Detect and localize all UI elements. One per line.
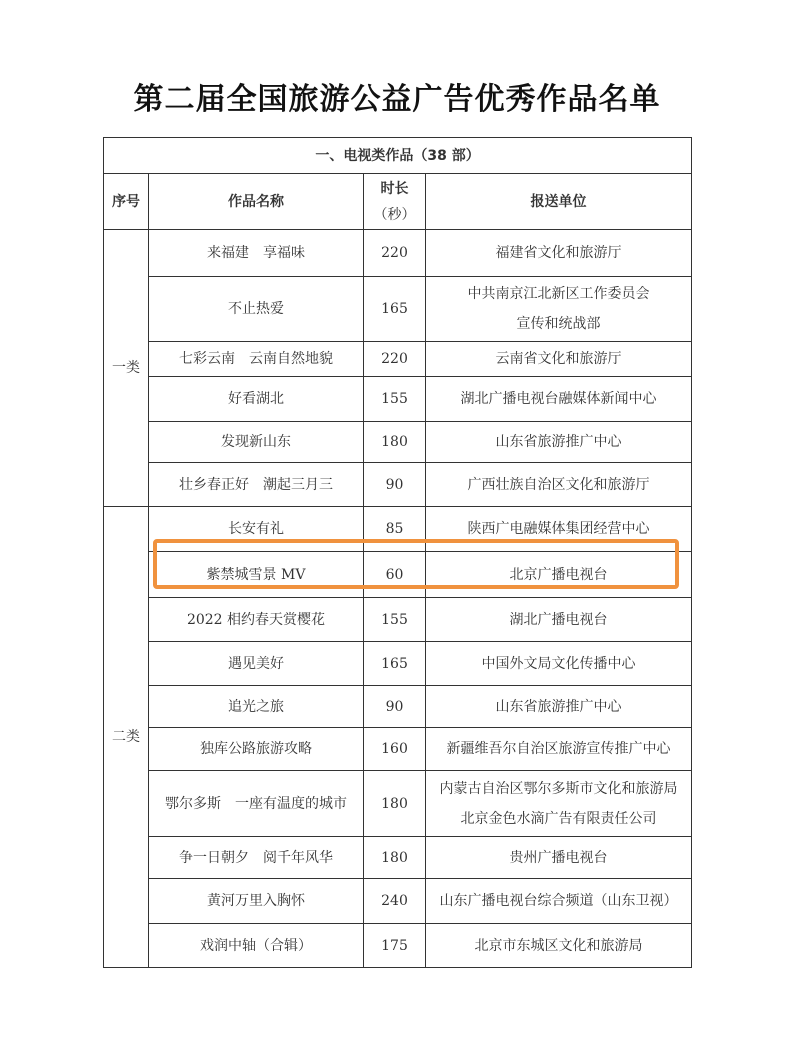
table-row (104, 507, 692, 552)
work-duration: 155 (364, 598, 426, 642)
table-row (104, 342, 692, 377)
work-unit-line: 湖北广播电视台融媒体新闻中心 (460, 391, 657, 407)
work-unit-line: 北京广播电视台 (509, 566, 608, 583)
work-unit-line: 北京金色水滴广告有限责任公司 (460, 810, 657, 827)
work-unit-line: 中国外文局文化传播中心 (481, 655, 636, 672)
work-unit-line: 新疆维吾尔自治区旅游宣传推广中心 (446, 741, 671, 757)
work-duration: 220 (364, 342, 426, 377)
header-unit: 报送单位 (426, 174, 692, 230)
work-name: 发现新山东 (149, 422, 364, 463)
group-label: 二类 (104, 507, 149, 968)
work-unit (426, 230, 692, 277)
header-duration-unit: （秒） (373, 206, 416, 223)
work-unit (426, 837, 692, 879)
work-duration: 155 (364, 377, 426, 422)
work-unit-line: 陕西广电融媒体集团经营中心 (467, 521, 650, 537)
work-duration: 180 (364, 771, 426, 837)
work-name: 好看湖北 (149, 377, 364, 422)
work-unit (426, 507, 692, 552)
works-table (103, 137, 692, 968)
work-name: 来福建 享福味 (149, 230, 364, 277)
work-name: 不止热爱 (149, 277, 364, 342)
work-duration: 180 (364, 422, 426, 463)
work-name: 戏润中轴（合辑） (149, 924, 364, 968)
work-name: 黄河万里入胸怀 (149, 879, 364, 924)
page-title: 第二届全国旅游公益广告优秀作品名单 (133, 82, 661, 117)
work-unit (426, 879, 692, 924)
header-index: 序号 (104, 174, 149, 230)
work-unit (426, 924, 692, 968)
work-name: 2022 相约春天赏樱花 (149, 598, 364, 642)
table-row (104, 552, 692, 598)
header-duration (364, 174, 426, 230)
header-name: 作品名称 (149, 174, 364, 230)
table-row (104, 924, 692, 968)
work-unit (426, 463, 692, 507)
work-name: 追光之旅 (149, 686, 364, 728)
table-row (104, 686, 692, 728)
work-unit-line: 中共南京江北新区工作委员会 (467, 286, 650, 302)
work-unit-line: 福建省文化和旅游厅 (495, 245, 622, 261)
work-duration: 90 (364, 463, 426, 507)
table-row (104, 728, 692, 771)
work-unit-line: 北京市东城区文化和旅游局 (474, 937, 643, 954)
work-unit-line: 内蒙古自治区鄂尔多斯市文化和旅游局 (439, 780, 678, 797)
table-row (104, 879, 692, 924)
work-unit-line: 贵州广播电视台 (509, 849, 608, 866)
work-name: 壮乡春正好 潮起三月三 (149, 463, 364, 507)
section-title: 一、电视类作品（38 部） (104, 138, 692, 174)
work-unit (426, 771, 692, 837)
work-unit (426, 422, 692, 463)
work-name: 独库公路旅游攻略 (149, 728, 364, 771)
section-row (104, 138, 692, 174)
table-row (104, 277, 692, 342)
work-duration: 220 (364, 230, 426, 277)
work-unit (426, 342, 692, 377)
work-unit (426, 377, 692, 422)
work-unit-line: 广西壮族自治区文化和旅游厅 (467, 476, 650, 493)
work-duration: 175 (364, 924, 426, 968)
work-unit (426, 686, 692, 728)
work-duration: 165 (364, 642, 426, 686)
work-unit-line: 山东省旅游推广中心 (495, 698, 622, 715)
work-duration: 85 (364, 507, 426, 552)
header-duration-label: 时长 (380, 180, 409, 197)
table-row (104, 837, 692, 879)
table-row (104, 771, 692, 837)
work-unit (426, 728, 692, 771)
work-unit-line: 宣传和统战部 (516, 316, 601, 332)
work-unit (426, 642, 692, 686)
table-row (104, 463, 692, 507)
work-unit (426, 277, 692, 342)
table-row (104, 598, 692, 642)
work-name: 争一日朝夕 阅千年风华 (149, 837, 364, 879)
table-row (104, 230, 692, 277)
work-unit (426, 598, 692, 642)
work-name: 紫禁城雪景 MV (149, 552, 364, 598)
work-duration: 240 (364, 879, 426, 924)
table-row (104, 642, 692, 686)
work-duration: 180 (364, 837, 426, 879)
work-name: 七彩云南 云南自然地貌 (149, 342, 364, 377)
work-name: 鄂尔多斯 一座有温度的城市 (149, 771, 364, 837)
work-name: 长安有礼 (149, 507, 364, 552)
work-unit-line: 山东省旅游推广中心 (495, 434, 622, 450)
work-name: 遇见美好 (149, 642, 364, 686)
table-row (104, 422, 692, 463)
work-duration: 165 (364, 277, 426, 342)
work-duration: 160 (364, 728, 426, 771)
work-unit-line: 云南省文化和旅游厅 (495, 351, 622, 367)
work-unit (426, 552, 692, 598)
work-duration: 60 (364, 552, 426, 598)
group-label: 一类 (104, 230, 149, 507)
work-unit-line: 湖北广播电视台 (509, 611, 608, 628)
header-row (104, 174, 692, 230)
work-duration: 90 (364, 686, 426, 728)
work-unit-line: 山东广播电视台综合频道（山东卫视） (439, 893, 678, 909)
table-row (104, 377, 692, 422)
